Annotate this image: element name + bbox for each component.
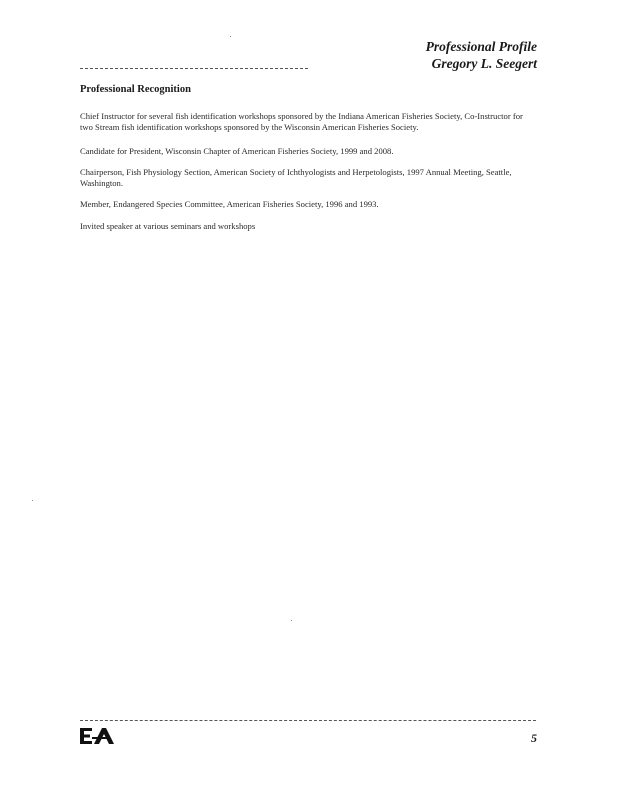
page-header (426, 38, 537, 72)
page-number: 5 (531, 731, 537, 745)
scan-speck (32, 500, 33, 501)
recognition-item-1: Chief Instructor for several fish identification workshops sponsored by the Indiana American Fisheries Society, Co-Instructor for two Stream fish identification workshops sponsored by the Wisconsin American Fisheries Society. (80, 111, 523, 132)
profile-name: Gregory L. Seegert (431, 56, 537, 71)
recognition-item-5: Invited speaker at various seminars and workshops (80, 221, 256, 231)
section-heading: Professional Recognition (80, 84, 191, 95)
recognition-item-3: Chairperson, Fish Physiology Section, American Society of Ichthyologists and Herpetologists, 1997 Annual Meeting, Seattle, Washington. (80, 167, 512, 188)
header-divider (80, 68, 308, 69)
scan-speck (291, 620, 292, 621)
scan-speck (230, 36, 231, 37)
company-logo-icon (80, 726, 116, 746)
profile-title: Professional Profile (425, 39, 537, 54)
recognition-item-4: Member, Endangered Species Committee, American Fisheries Society, 1996 and 1993. (80, 199, 379, 209)
recognition-item-2: Candidate for President, Wisconsin Chapter of American Fisheries Society, 1999 and 2008. (80, 146, 394, 156)
footer-divider (80, 720, 536, 721)
